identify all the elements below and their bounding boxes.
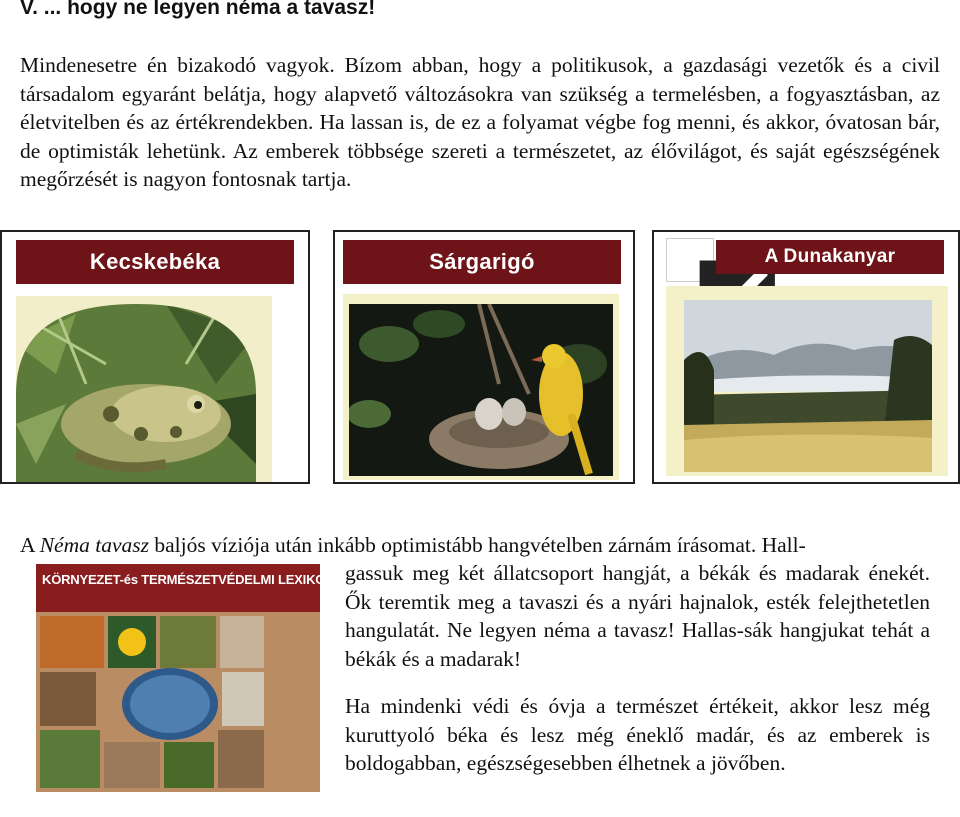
frog-card xyxy=(0,230,310,484)
section-heading: V. ... hogy ne legyen néma a tavasz! xyxy=(20,0,376,19)
paragraph-silent-spring: gassuk meg két állatcsoport hangját, a békák és madarak énekét. Ők teremtik meg a tavaszi és a nyári hajnalok, esték felejthetetlen hangulatát. Ne legyen néma a tavasz! Hallas-sák hangjukat tehát a békák és a madarak! xyxy=(345,561,930,671)
danube-bend-image xyxy=(684,300,932,472)
oriole-card-title: Sárgarigó xyxy=(343,240,621,284)
tv-logo-icon xyxy=(666,238,714,282)
book-cover-collage xyxy=(36,612,320,792)
lexicon-book-cover xyxy=(20,562,335,797)
frog-card-title: Kecskebéka xyxy=(16,240,294,284)
paragraph-intro: Mindenesetre én bizakodó vagyok. Bízom abban, hogy a politikusok, a gazdasági vezetők és a civil társadalom egyaránt belátja, hogy alapvető változásokra van szükség a termelésben, a fogyasztásban, az életvitelben és az értékrendekben. Ha lassan is, de ez a folyamat végbe fog menni, és akkor, óvatosan bár, de optimisták lehetünk. Az emberek többsége szereti a természetet, az élővilágot, és saját egészségének megőrzését is nagyon fontosnak tartja. xyxy=(20,53,940,191)
dunakanyar-card-title: A Dunakanyar xyxy=(716,240,944,274)
book-title-italic: Néma tavasz xyxy=(39,533,150,557)
dunakanyar-card xyxy=(652,230,960,484)
paragraph-silent-spring-line1: A Néma tavasz baljós víziója után inkább optimistább hangvételben zárnám írásomat. Hall- xyxy=(20,533,806,557)
book-cover-header xyxy=(36,564,335,612)
frog-image xyxy=(16,304,256,484)
oriole-card xyxy=(333,230,635,484)
oriole-image xyxy=(349,304,613,476)
book-cover-title: KÖRNYEZET-és TERMÉSZETVÉDELMI LEXIKON xyxy=(42,572,335,587)
paragraph-conclusion: Ha mindenki védi és óvja a természet értékeit, akkor lesz még kuruttyoló béka és lesz még éneklő madár, és az emberek is boldogabban, egészségesebben élhetnek a jövőben. xyxy=(345,694,930,775)
